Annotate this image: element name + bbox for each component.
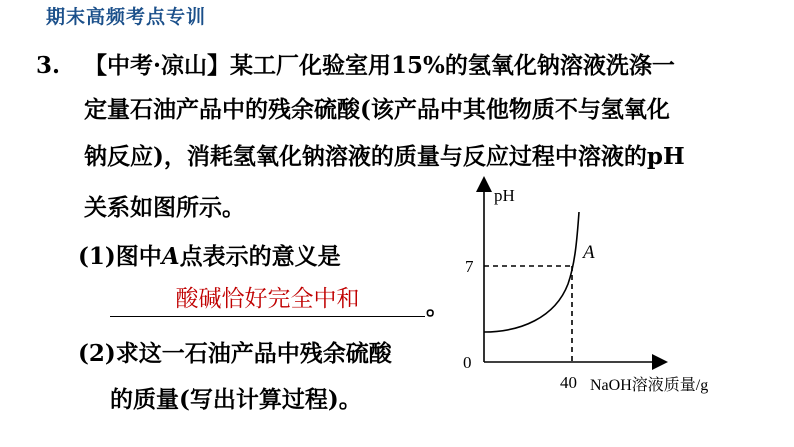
origin-label: 0 <box>463 353 472 372</box>
question-line-3: 钠反应)，消耗氢氧化钠溶液的质量与反应过程中溶液的pH <box>84 143 685 170</box>
page-header: 期末高频考点专训 <box>46 6 207 28</box>
question-line-4: 关系如图所示。 <box>84 194 245 221</box>
question-text-1: 【中考·凉山】某工厂化验室用15%的氢氧化钠溶液洗涤一 <box>84 52 675 79</box>
part1-prompt: (1)图中A点表示的意义是 <box>78 243 341 270</box>
ph-curve <box>484 212 579 332</box>
point-a-label: A <box>583 242 595 263</box>
y-tick-label: 7 <box>465 257 474 276</box>
question-line-2: 定量石油产品中的残余硫酸(该产品中其他物质不与氢氧化 <box>84 96 670 123</box>
part1-period: 。 <box>426 293 449 320</box>
x-tick-label: 40 <box>560 373 577 392</box>
question-number: 3. <box>36 52 61 79</box>
part2-prompt-1: (2)求这一石油产品中残余硫酸 <box>78 340 392 367</box>
part2-prompt-2: 的质量(写出计算过程)。 <box>110 386 362 413</box>
part1-answer: 酸碱恰好完全中和 <box>110 284 425 317</box>
point-variable: A <box>161 243 180 270</box>
x-axis-label: NaOH溶液质量/g <box>590 377 709 394</box>
y-axis-label: pH <box>494 186 515 205</box>
